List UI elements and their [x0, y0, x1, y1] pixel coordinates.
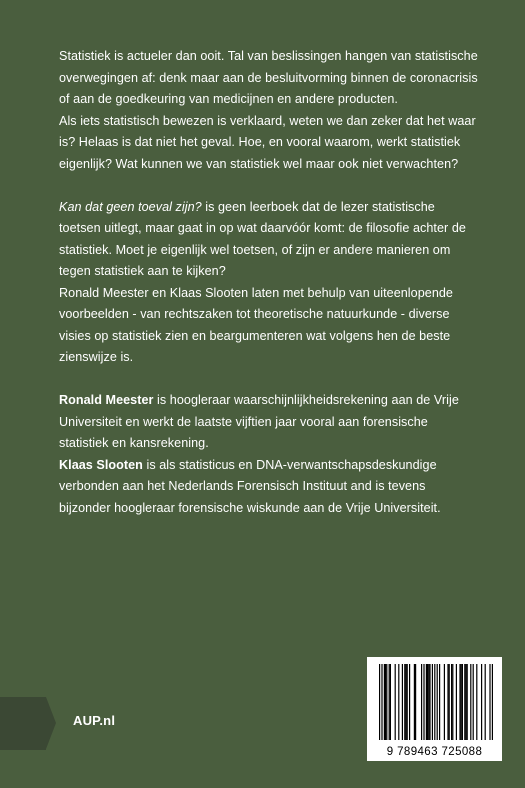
barcode-bar: [427, 664, 428, 740]
author-name-2: Klaas Slooten: [59, 457, 143, 472]
barcode-bar: [470, 664, 471, 740]
barcode-bar: [476, 664, 477, 740]
barcode-bar: [421, 664, 422, 740]
barcode-bar: [395, 664, 396, 740]
barcode-bar: [449, 664, 450, 740]
barcode-digits: 9 789463 725088: [386, 746, 483, 758]
book-title: Kan dat geen toeval zijn?: [59, 199, 202, 214]
barcode-bar: [447, 664, 448, 740]
barcode-bars: [379, 664, 493, 740]
barcode-bar: [398, 664, 399, 740]
author-bio-2-text: is als statisticus en DNA-verwantschapsdeskundige verbonden aan het Nederlands Forensisch Instituut and is tevens bijzonder hoogleraar forensische wiskunde aan de Vrije Universiteit.: [59, 457, 441, 515]
blurb-paragraph-3-rest: is geen leerboek dat de lezer statistische toetsen uitlegt, maar gaat in op wat daarvóór komt: de filosofie achter de statistiek. Moet je eigenlijk wel toetsen, of zijn er andere manieren om tegen statistiek aan te kijken?: [59, 199, 466, 278]
barcode-bar: [432, 664, 433, 740]
barcode-bar: [452, 664, 453, 740]
barcode-bar: [386, 664, 387, 740]
barcode-bar: [407, 664, 408, 740]
blurb-paragraph-1: Statistiek is actueler dan ooit. Tal van beslissingen hangen van statistische overwegingen af: denk maar aan de besluitvorming binnen de coronacrisis of aan de goedkeuring van medicijnen en andere producten.: [59, 49, 478, 106]
barcode-bar: [389, 664, 390, 740]
barcode-bar: [390, 664, 391, 740]
barcode-bar: [439, 664, 440, 740]
barcode-bar: [465, 664, 466, 740]
barcode-bar: [409, 664, 410, 740]
barcode-bar: [426, 664, 427, 740]
author-bio-1-text: is hoogleraar waarschijnlijkheidsrekening aan de Vrije Universiteit en werkt de laatste vijftien jaar vooral aan forensische statistiek en kansrekening.: [59, 393, 459, 450]
barcode-bar: [462, 664, 463, 740]
barcode-bar: [492, 664, 493, 740]
barcode-bar: [437, 664, 438, 740]
barcode-bar: [481, 664, 482, 740]
author-bio-2: [59, 455, 479, 520]
barcode-bar: [415, 664, 416, 740]
publisher-tab-notch: [46, 697, 56, 749]
barcode-bar: [385, 664, 386, 740]
blurb-paragraph-2: Als iets statistisch bewezen is verklaard, weten we dan zeker dat het waar is? Helaas is dat niet het geval. Hoe, en vooral waarom, werkt statistiek eigenlijk? Wat kunnen we van statistiek wel maar ook niet verwachten?: [59, 113, 476, 171]
barcode: [367, 657, 502, 761]
author-bio-1: [59, 390, 479, 455]
barcode-graphic: [367, 657, 502, 761]
barcode-bar: [461, 664, 462, 740]
barcode-bar: [381, 664, 382, 740]
barcode-bar: [434, 664, 435, 740]
barcode-bar: [485, 664, 486, 740]
publisher-tab: [0, 697, 46, 750]
barcode-bar: [414, 664, 415, 740]
barcode-bar: [404, 664, 405, 740]
blurb-paragraph-3: [59, 197, 479, 283]
barcode-bar: [451, 664, 452, 740]
barcode-bar: [423, 664, 424, 740]
barcode-bar: [467, 664, 468, 740]
publisher-url: AUP.nl: [73, 713, 116, 728]
barcode-bar: [444, 664, 445, 740]
barcode-bar: [429, 664, 430, 740]
barcode-bar: [384, 664, 385, 740]
barcode-bar: [464, 664, 465, 740]
barcode-bar: [459, 664, 460, 740]
barcode-bar: [489, 664, 490, 740]
author-name-1: Ronald Meester: [59, 393, 154, 407]
barcode-bar: [473, 664, 474, 740]
blurb-text: [59, 46, 479, 519]
barcode-bar: [405, 664, 406, 740]
barcode-bar: [456, 664, 457, 740]
barcode-bar: [428, 664, 429, 740]
barcode-bar: [379, 664, 380, 740]
blurb-paragraph-4: Ronald Meester en Klaas Slooten laten met behulp van uiteenlopende voorbeelden - van rechtszaken tot theoretische natuurkunde - diverse visies op statistiek zien en beargumenteren wat volgens hen de beste zienswijze is.: [59, 285, 453, 364]
barcode-bar: [402, 664, 403, 740]
